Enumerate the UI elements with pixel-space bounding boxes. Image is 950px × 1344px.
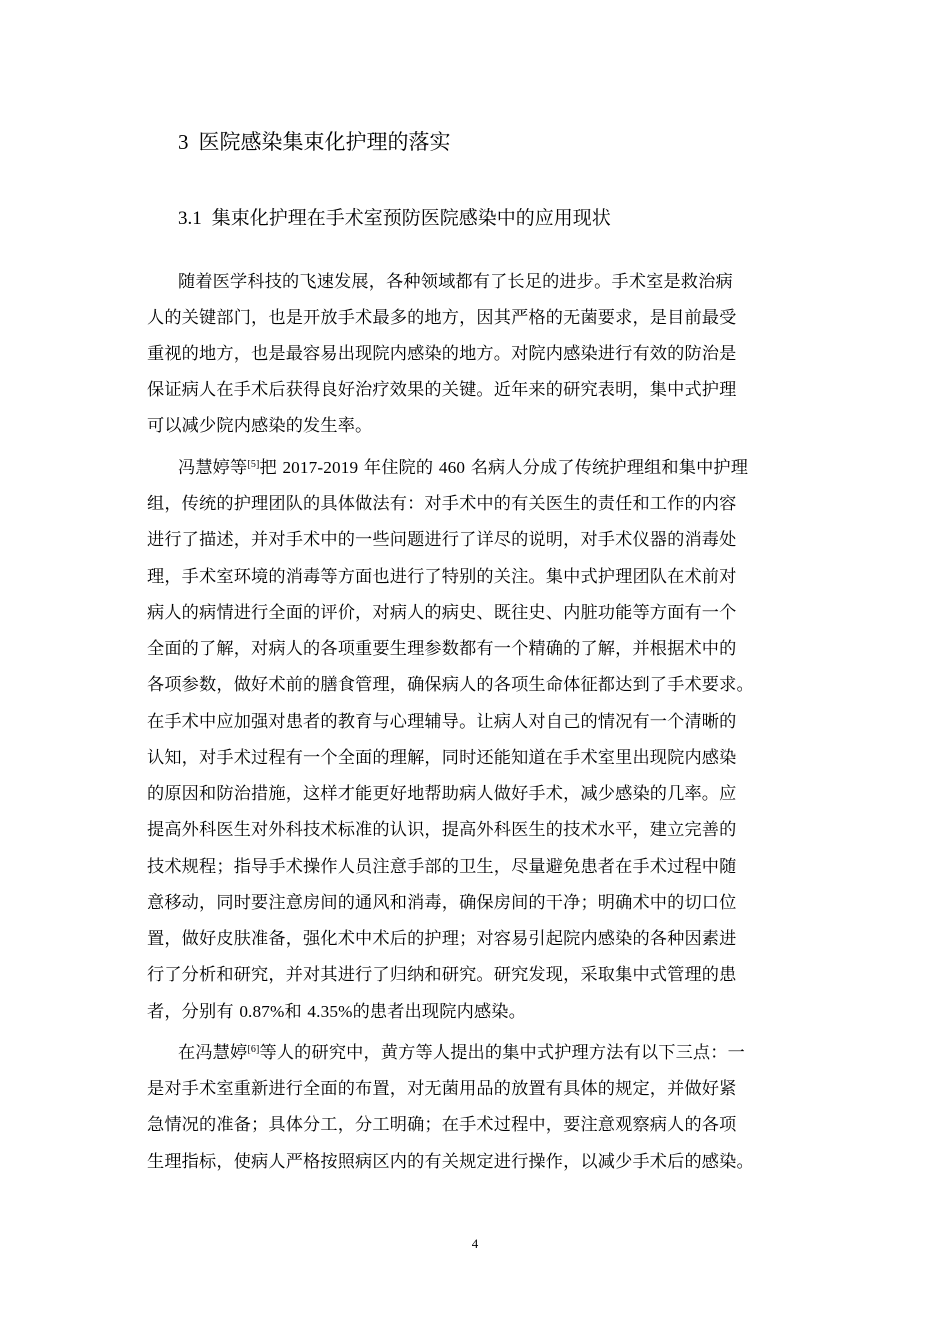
paragraph-line: 可以减少院内感染的发生率。 <box>147 416 373 436</box>
paragraph-line: 随着医学科技的飞速发展，各种领域都有了长足的进步。手术室是救治病 <box>178 272 733 292</box>
paragraph-line: 重视的地方，也是最容易出现院内感染的地方。对院内感染进行有效的防治是 <box>147 344 737 364</box>
inline-text: 名病人分成了传统护理组和集中护理 <box>465 458 749 478</box>
paragraph-line: 技术规程；指导手术操作人员注意手部的卫生，尽量避免患者在手术过程中随 <box>147 857 737 877</box>
paragraph-line: 的原因和防治措施，这样才能更好地帮助病人做好手术，减少感染的几率。应 <box>147 784 737 804</box>
paragraph-line: 急情况的准备；具体分工，分工明确；在手术过程中，要注意观察病人的各项 <box>147 1115 737 1135</box>
infection-rate: 4.35% <box>307 1002 353 1021</box>
paragraph-line: 保证病人在手术后获得良好治疗效果的关键。近年来的研究表明，集中式护理 <box>147 380 737 400</box>
subsection-heading <box>178 202 611 235</box>
inline-text: 者，分别有 <box>147 1002 240 1022</box>
paragraph-line: 在手术中应加强对患者的教育与心理辅导。让病人对自己的情况有一个清晰的 <box>147 712 737 732</box>
paragraph-line: 全面的了解，对病人的各项重要生理参数都有一个精确的了解，并根据术中的 <box>147 639 737 659</box>
author-name: 冯慧婷等 <box>178 458 248 478</box>
inline-text: 等人的研究中，黄方等人提出的集中式护理方法有以下三点：一 <box>259 1043 745 1063</box>
paragraph-line: 提高外科医生对外科技术标准的认识，提高外科医生的技术水平，建立完善的 <box>147 820 737 840</box>
year-range: 2017-2019 <box>282 458 359 477</box>
section-number: 3 <box>178 130 189 154</box>
subsection-title: 集束化护理在手术室预防医院感染中的应用现状 <box>211 207 611 229</box>
inline-text: 和 <box>284 1002 308 1022</box>
paragraph-line: 进行了描述，并对手术中的一些问题进行了详尽的说明，对手术仪器的消毒处 <box>147 530 737 550</box>
section-heading <box>178 126 451 158</box>
paragraph-line: 组，传统的护理团队的具体做法有：对手术中的有关医生的责任和工作的内容 <box>147 494 737 514</box>
paragraph-line: 理，手术室环境的消毒等方面也进行了特别的关注。集中式护理团队在术前对 <box>147 567 737 587</box>
paragraph-line <box>147 1000 827 1024</box>
paragraph-line: 认知，对手术过程有一个全面的理解，同时还能知道在手术室里出现院内感染 <box>147 748 737 768</box>
paragraph-line: 是对手术室重新进行全面的布置，对无菌用品的放置有具体的规定，并做好紧 <box>147 1079 737 1099</box>
inline-text: 把 <box>259 458 283 478</box>
paragraph-line <box>178 1041 827 1065</box>
paragraph-line: 各项参数，做好术前的膳食管理，确保病人的各项生命体征都达到了手术要求。 <box>147 675 754 695</box>
paragraph-line: 意移动，同时要注意房间的通风和消毒，确保房间的干净；明确术中的切口位 <box>147 893 737 913</box>
paragraph-line: 生理指标，使病人严格按照病区内的有关规定进行操作，以减少手术后的感染。 <box>147 1152 754 1172</box>
subsection-number: 3.1 <box>178 208 202 229</box>
paragraph-line: 置，做好皮肤准备，强化术中术后的护理；对容易引起院内感染的各种因素进 <box>147 929 737 949</box>
author-name: 在冯慧婷 <box>178 1043 248 1063</box>
inline-text: 年住院的 <box>358 458 439 478</box>
citation-reference: [5] <box>247 459 260 470</box>
paragraph-line: 人的关键部门，也是开放手术最多的地方，因其严格的无菌要求，是目前最受 <box>147 308 737 328</box>
section-title: 医院感染集束化护理的落实 <box>198 130 451 154</box>
patient-count: 460 <box>438 458 466 477</box>
page-number: 4 <box>471 1236 479 1251</box>
paragraph-line: 病人的病情进行全面的评价，对病人的病史、既往史、内脏功能等方面有一个 <box>147 603 737 623</box>
paragraph-line: 行了分析和研究，并对其进行了归纳和研究。研究发现，采取集中式管理的患 <box>147 965 737 985</box>
citation-reference: [6] <box>247 1044 260 1055</box>
inline-text: 的患者出现院内感染。 <box>352 1002 526 1022</box>
infection-rate: 0.87% <box>239 1002 285 1021</box>
paragraph-line <box>178 456 827 480</box>
